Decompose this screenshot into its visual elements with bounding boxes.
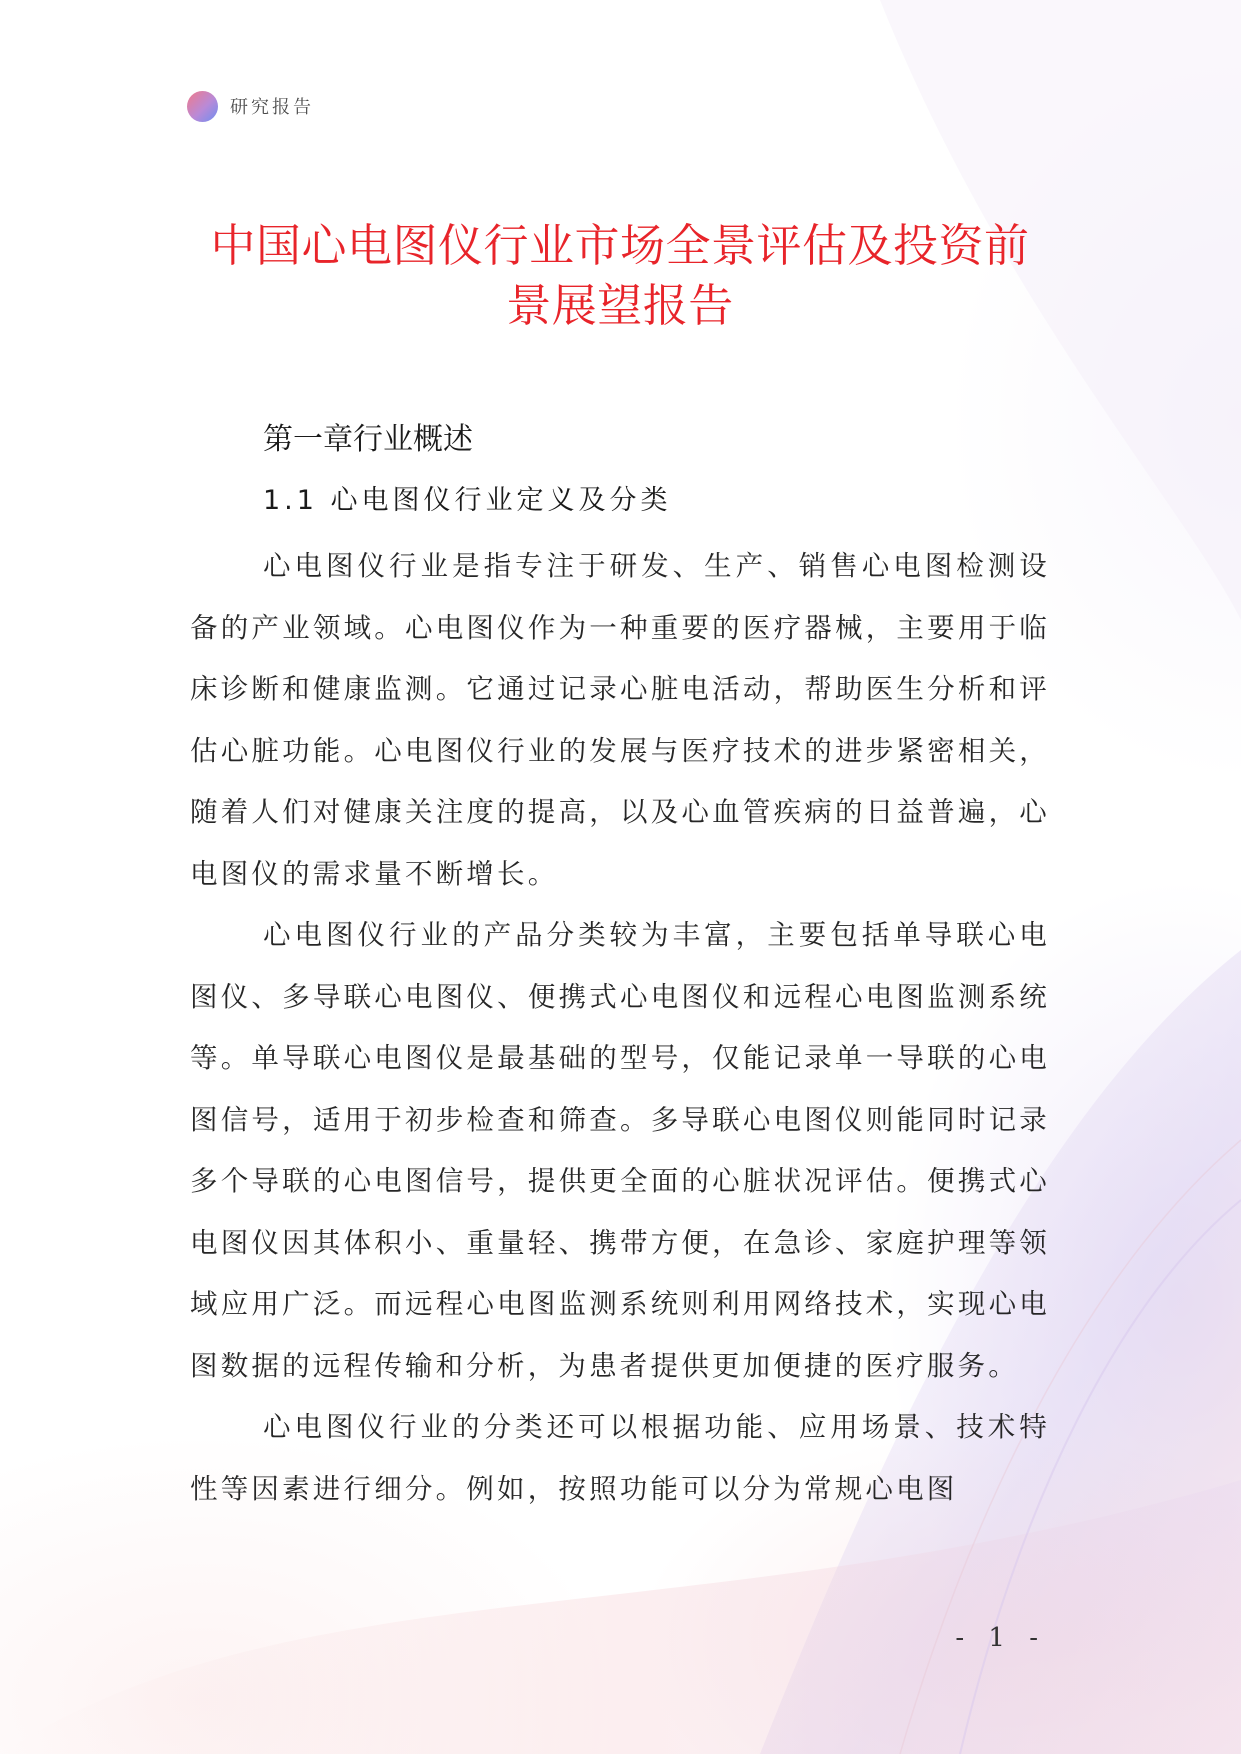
paragraph-1: 心电图仪行业是指专注于研发、生产、销售心电图检测设备的产业领域。心电图仪作为一种重要的医疗器械，主要用于临床诊断和健康监测。它通过记录心脏电活动，帮助医生分析和评估心脏功能。心电图仪行业的发展与医疗技术的进步紧密相关，随着人们对健康关注度的提高，以及心血管疾病的日益普遍，心电图仪的需求量不断增长。: [190, 550, 1050, 890]
report-title-line-2: 景展望报告: [506, 279, 734, 332]
report-header: [187, 88, 314, 124]
report-title: [180, 216, 1060, 336]
paragraph-3: 心电图仪行业的分类还可以根据功能、应用场景、技术特性等因素进行细分。例如，按照功能可以分为常规心电图: [190, 1411, 1050, 1505]
page-number: - 1 -: [955, 1623, 1046, 1653]
chapter-heading: 第一章行业概述: [263, 422, 473, 457]
section-heading: 1.1 心电图仪行业定义及分类: [263, 485, 672, 516]
header-label: 研究报告: [230, 97, 314, 118]
report-title-line-1: 中国心电图仪行业市场全景评估及投资前: [210, 219, 1030, 272]
body-text: [190, 536, 1050, 1520]
logo-circle-icon: [187, 91, 218, 122]
paragraph-2: 心电图仪行业的产品分类较为丰富，主要包括单导联心电图仪、多导联心电图仪、便携式心电图仪和远程心电图监测系统等。单导联心电图仪是最基础的型号，仅能记录单一导联的心电图信号，适用于初步检查和筛查。多导联心电图仪则能同时记录多个导联的心电图信号，提供更全面的心脏状况评估。便携式心电图仪因其体积小、重量轻、携带方便，在急诊、家庭护理等领域应用广泛。而远程心电图监测系统则利用网络技术，实现心电图数据的远程传输和分析，为患者提供更加便捷的医疗服务。: [190, 919, 1050, 1382]
